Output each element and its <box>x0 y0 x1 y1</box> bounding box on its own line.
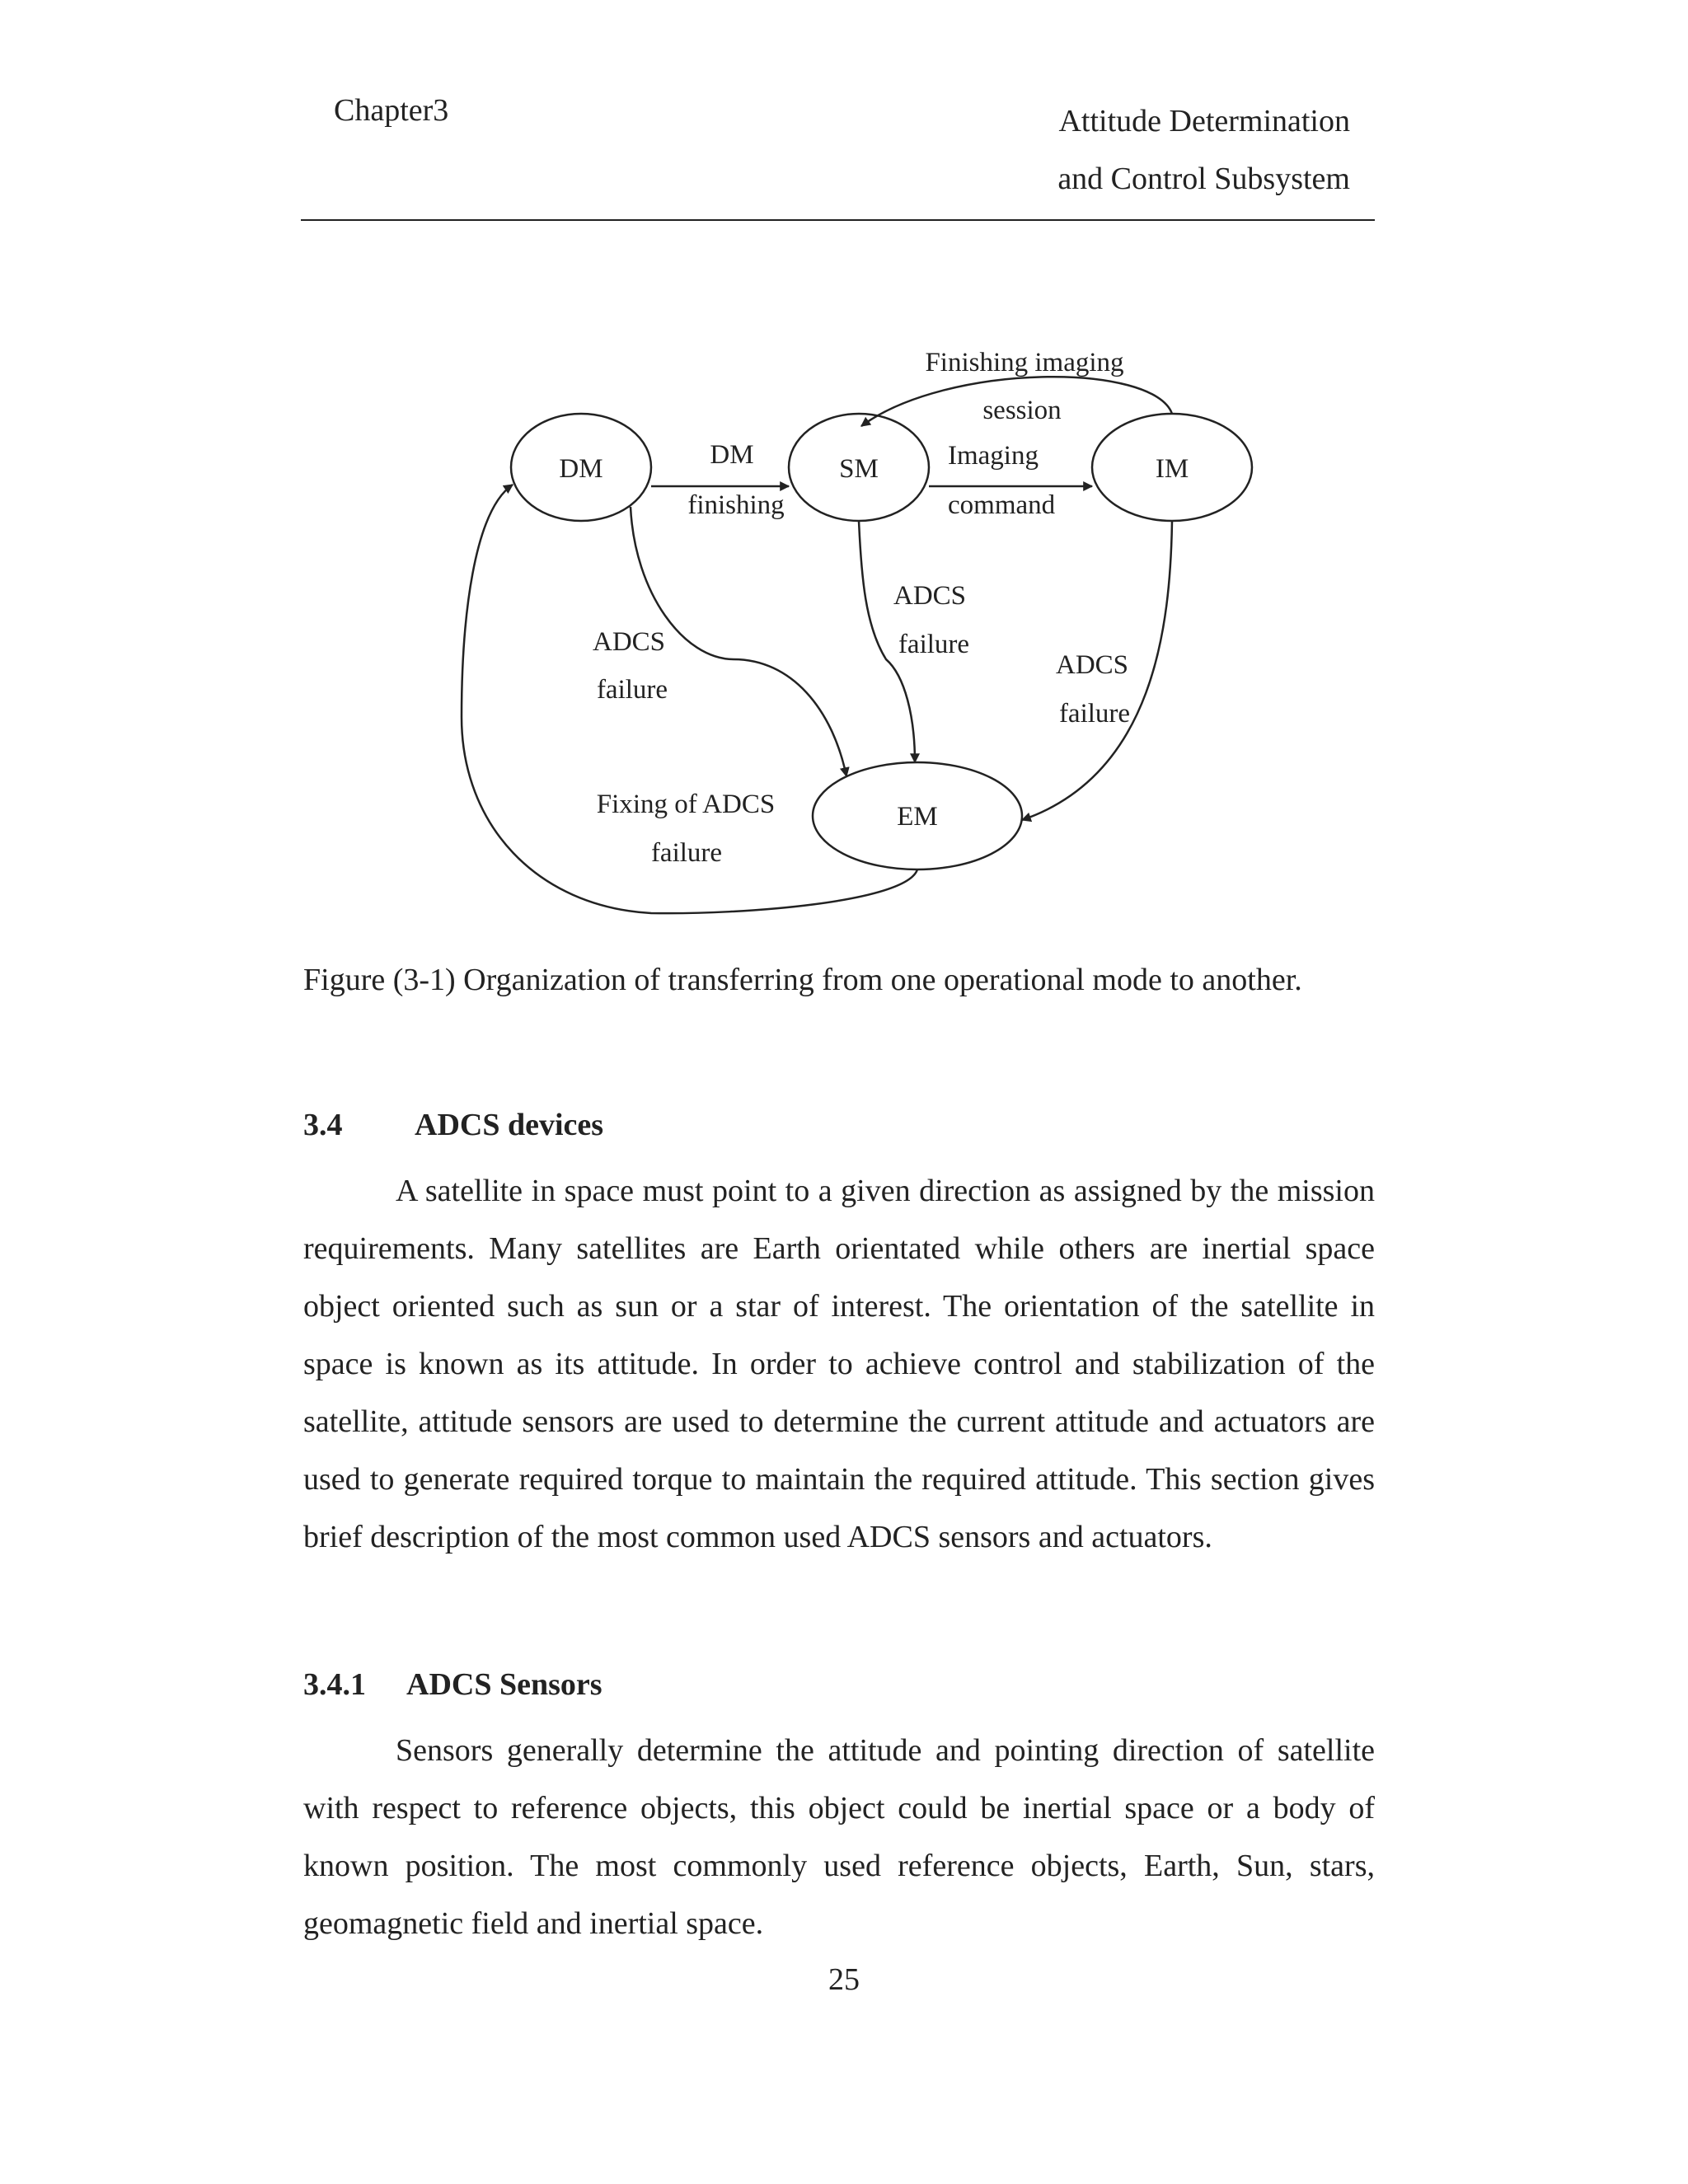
edge-label-dm-adcs-failure-1: ADCS <box>592 627 666 657</box>
edge-label-dm-adcs-failure-2: failure <box>596 675 668 705</box>
node-em-label: EM <box>897 802 938 832</box>
node-im-label: IM <box>1155 454 1189 484</box>
edge-label-fixing-adcs-2: failure <box>650 838 723 868</box>
edge-label-finishing-imaging-2: session <box>982 396 1062 425</box>
edge-label-dm-finishing-2: finishing <box>687 490 785 520</box>
section-3-4-body <box>303 1162 1375 1566</box>
edge-label-imaging-command-2: command <box>948 490 1056 520</box>
mode-transition-diagram <box>0 0 1688 948</box>
section-number: 3.4 <box>303 1108 343 1142</box>
edge-label-sm-adcs-failure-2: failure <box>898 630 970 659</box>
figure-caption: Figure (3-1) Organization of transferring from one operational mode to another. <box>303 963 1302 997</box>
section-number: 3.4.1 <box>303 1667 366 1702</box>
body-paragraph: A satellite in space must point to a given direction as assigned by the mission requirements. Many satellites are Earth orientated while others are inertial space object oriented such as sun or a star of interest. The orientation of the satellite in space is known as its attitude. In order to achieve control and stabilization of the satellite, attitude sensors are used to determine the current attitude and actuators are used to generate required torque to maintain the required attitude. This section gives brief description of the most common used ADCS sensors and actuators. <box>303 1174 1375 1554</box>
edge-label-im-adcs-failure-1: ADCS <box>1055 650 1129 680</box>
section-3-4-1-body <box>303 1722 1375 1952</box>
node-dm-label: DM <box>559 454 603 484</box>
running-header-title-line2: and Control Subsystem <box>1057 162 1350 196</box>
edge-label-sm-adcs-failure-1: ADCS <box>893 581 967 611</box>
body-paragraph: Sensors generally determine the attitude and pointing direction of satellite with respect to reference objects, this object could be inertial space or a body of known position. The most commonly used reference objects, Earth, Sun, stars, geomagnetic field and inertial space. <box>303 1733 1375 1941</box>
section-title: ADCS Sensors <box>406 1667 603 1702</box>
running-header-chapter: Chapter3 <box>334 93 449 128</box>
edge-label-im-adcs-failure-2: failure <box>1058 699 1131 729</box>
section-heading-3-4-1 <box>303 1666 603 1703</box>
edge-label-imaging-command-1: Imaging <box>948 441 1039 471</box>
edge-label-dm-finishing-1: DM <box>710 440 754 470</box>
section-title: ADCS devices <box>415 1108 604 1142</box>
edge-label-finishing-imaging-1: Finishing imaging <box>925 348 1124 377</box>
running-header-title-line1: Attitude Determination <box>1058 104 1350 138</box>
node-sm-label: SM <box>839 454 879 484</box>
page-number: 25 <box>828 1962 860 1997</box>
edge-label-fixing-adcs-1: Fixing of ADCS <box>596 790 776 819</box>
section-heading-3-4 <box>303 1107 603 1143</box>
